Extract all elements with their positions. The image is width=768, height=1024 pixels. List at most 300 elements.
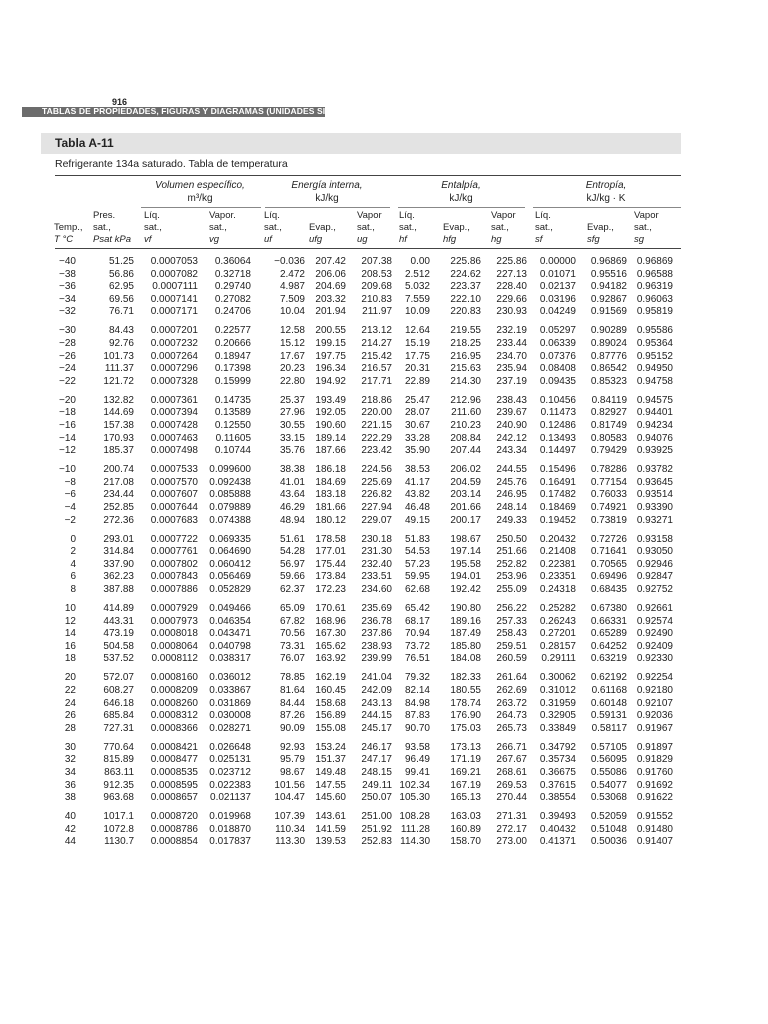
cell-ug: 250.07 xyxy=(361,792,392,804)
cell-hfg: 184.08 xyxy=(450,653,481,665)
cell-ufg: 141.59 xyxy=(315,823,346,835)
cell-vf: 0.0008535 xyxy=(150,767,198,778)
cell-sfg: 0.85323 xyxy=(590,375,627,387)
cell-ufg: 151.37 xyxy=(315,754,346,766)
cell-ufg: 165.62 xyxy=(315,640,346,652)
cell-ug: 248.15 xyxy=(361,767,392,778)
cell-ug: 237.86 xyxy=(361,628,392,640)
cell-hfg: 220.83 xyxy=(450,306,481,318)
cell-sfg: 0.55086 xyxy=(590,767,627,778)
cell-uf: 20.23 xyxy=(279,363,305,375)
cell-vg: 0.15999 xyxy=(214,375,251,387)
cell-ufg: 177.01 xyxy=(315,546,346,558)
cell-hfg: 178.74 xyxy=(450,697,481,709)
cell-vg: 0.030008 xyxy=(209,710,251,722)
cell-pres-sat: 185.37 xyxy=(103,445,134,457)
top-rule xyxy=(55,175,681,176)
cell-ufg: 153.24 xyxy=(315,741,346,753)
cell-ufg: 186.18 xyxy=(315,464,346,476)
cell-hf: 105.30 xyxy=(399,792,430,804)
cell-uf: 92.93 xyxy=(279,741,305,753)
cell-ug: 218.86 xyxy=(361,394,392,406)
cell-hfg: 197.14 xyxy=(450,546,481,558)
cell-vf: 0.0008366 xyxy=(150,722,198,734)
cell-hg: 272.17 xyxy=(496,823,527,835)
cell-ug: 245.17 xyxy=(361,722,392,734)
cell-uf: 98.67 xyxy=(279,767,305,778)
cell-vg: 0.019968 xyxy=(209,811,251,823)
cell-pres-sat: 387.88 xyxy=(103,584,134,595)
cell-sf: 0.07376 xyxy=(539,350,576,362)
group-enthalpy xyxy=(396,179,526,205)
cell-sfg: 0.78286 xyxy=(590,464,627,476)
cell-temp: −16 xyxy=(59,420,76,431)
cell-hg: 227.13 xyxy=(496,268,527,280)
cell-hf: 51.83 xyxy=(404,533,430,545)
cell-hg: 238.43 xyxy=(496,394,527,406)
cell-sf: 0.03196 xyxy=(539,293,576,305)
cell-vf: 0.0007929 xyxy=(150,603,198,614)
cell-temp: −8 xyxy=(64,476,76,488)
col-header-line xyxy=(54,210,83,222)
col-header-line: Líq. xyxy=(399,210,415,221)
cell-vg: 0.018870 xyxy=(209,823,251,835)
cell-uf: 87.26 xyxy=(279,710,305,722)
cell-hfg: 187.49 xyxy=(450,628,481,640)
cell-temp: 2 xyxy=(70,546,76,558)
cell-sfg: 0.68435 xyxy=(590,584,627,595)
cell-hfg: 194.01 xyxy=(450,571,481,583)
cell-temp: 16 xyxy=(64,640,76,652)
cell-vf: 0.0008657 xyxy=(150,792,198,804)
cell-sg: 0.96319 xyxy=(636,281,673,293)
cell-sg: 0.92946 xyxy=(636,558,673,570)
cell-sfg: 0.86542 xyxy=(590,363,627,375)
col-header-line: Líq. xyxy=(144,210,160,221)
cell-uf: 76.07 xyxy=(279,653,305,665)
cell-vg: 0.056469 xyxy=(209,571,251,583)
cell-hg: 240.90 xyxy=(496,420,527,431)
col-header-uf xyxy=(264,210,282,246)
cell-ufg: 200.55 xyxy=(315,325,346,337)
cell-uf: 35.76 xyxy=(279,445,305,457)
cell-sf: 0.39493 xyxy=(539,811,576,823)
cell-sfg: 0.57105 xyxy=(590,741,627,753)
group-specific-volume xyxy=(138,179,262,205)
cell-ufg: 156.89 xyxy=(315,710,346,722)
cell-vf: 0.0007394 xyxy=(150,407,198,419)
cell-vg: 0.026648 xyxy=(209,741,251,753)
cell-uf: 27.96 xyxy=(279,407,305,419)
cell-hf: 70.94 xyxy=(404,628,430,640)
cell-hg: 253.96 xyxy=(496,571,527,583)
col-header-hf xyxy=(399,210,417,246)
cell-hg: 237.19 xyxy=(496,375,527,387)
cell-sfg: 0.56095 xyxy=(590,754,627,766)
cell-temp: −20 xyxy=(59,394,76,406)
cell-hg: 259.51 xyxy=(496,640,527,652)
cell-vg: 0.064690 xyxy=(209,546,251,558)
cell-uf: 104.47 xyxy=(274,792,305,804)
cell-hf: 15.19 xyxy=(404,338,430,349)
cell-pres-sat: 272.36 xyxy=(103,514,134,526)
cell-temp: −4 xyxy=(64,502,76,513)
cell-ug: 251.00 xyxy=(361,811,392,823)
cell-sf: 0.16491 xyxy=(539,476,576,488)
cell-uf: 48.94 xyxy=(279,514,305,526)
cell-vg: 0.27082 xyxy=(214,293,251,305)
cell-hf: 41.17 xyxy=(404,476,430,488)
cell-ufg: 183.18 xyxy=(315,489,346,501)
cell-hf: 114.30 xyxy=(400,836,430,848)
col-header-line: sat., xyxy=(491,222,509,233)
cell-pres-sat: 443.31 xyxy=(103,615,134,627)
cell-sg: 0.95819 xyxy=(636,306,673,318)
cell-hf: 25.47 xyxy=(404,394,430,406)
cell-hg: 262.69 xyxy=(496,685,527,696)
group-unit: kJ/kg xyxy=(449,193,473,204)
cell-ug: 224.56 xyxy=(361,464,392,476)
cell-temp: 38 xyxy=(64,792,76,804)
cell-sfg: 0.81749 xyxy=(590,420,627,431)
cell-sf: 0.17482 xyxy=(539,489,576,501)
col-header-line: hf xyxy=(399,234,407,245)
cell-pres-sat: 144.69 xyxy=(103,407,134,419)
cell-temp: 18 xyxy=(64,653,76,665)
cell-temp: −28 xyxy=(59,338,76,349)
cell-vf: 0.0007082 xyxy=(150,268,198,280)
col-header-line xyxy=(443,210,470,222)
cell-uf: 2.472 xyxy=(279,268,305,280)
cell-sf: 0.40432 xyxy=(539,823,576,835)
group-unit: m³/kg xyxy=(187,193,213,204)
cell-ufg: 149.48 xyxy=(315,767,346,778)
col-header-line: Vapor xyxy=(357,210,382,221)
cell-hf: 49.15 xyxy=(404,514,430,526)
cell-pres-sat: 51.25 xyxy=(108,256,134,267)
cell-vf: 0.0007141 xyxy=(150,293,198,305)
cell-uf: 12.58 xyxy=(279,325,305,337)
cell-sf: 0.34792 xyxy=(539,741,576,753)
cell-sg: 0.92847 xyxy=(636,571,673,583)
cell-vg: 0.12550 xyxy=(214,420,251,431)
cell-hfg: 204.59 xyxy=(450,476,481,488)
group-internal-energy xyxy=(263,179,391,205)
cell-hf: 82.14 xyxy=(404,685,430,696)
cell-sf: 0.02137 xyxy=(539,281,576,293)
cell-sg: 0.96588 xyxy=(636,268,673,280)
cell-hf: 79.32 xyxy=(404,672,430,684)
cell-ufg: 175.44 xyxy=(315,558,346,570)
cell-vf: 0.0008786 xyxy=(150,823,198,835)
cell-temp: −22 xyxy=(59,375,76,387)
cell-sf: 0.37615 xyxy=(539,779,576,791)
cell-sf: 0.19452 xyxy=(539,514,576,526)
cell-pres-sat: 62.95 xyxy=(108,281,134,293)
cell-pres-sat: 473.19 xyxy=(103,628,134,640)
cell-ufg: 143.61 xyxy=(315,811,346,823)
cell-temp: −40 xyxy=(59,256,76,267)
col-header-line: Evap., xyxy=(309,222,336,233)
cell-sg: 0.94076 xyxy=(636,432,673,444)
cell-sfg: 0.50036 xyxy=(590,836,627,848)
cell-ug: 238.93 xyxy=(361,640,392,652)
cell-sg: 0.92107 xyxy=(636,697,673,709)
cell-vf: 0.0007264 xyxy=(150,350,198,362)
cell-hg: 243.34 xyxy=(496,445,527,457)
section-bar xyxy=(22,106,329,117)
cell-vf: 0.0007428 xyxy=(150,420,198,431)
cell-ug: 220.00 xyxy=(361,407,392,419)
cell-sfg: 0.69496 xyxy=(590,571,627,583)
cell-temp: −6 xyxy=(64,489,76,501)
cell-sg: 0.94234 xyxy=(636,420,673,431)
cell-temp: 36 xyxy=(64,779,76,791)
cell-hfg: 165.13 xyxy=(450,792,481,804)
col-header-line: sat., xyxy=(535,222,553,233)
cell-vg: 0.043471 xyxy=(209,628,251,640)
cell-ufg: 168.96 xyxy=(315,615,346,627)
cell-hf: 87.83 xyxy=(404,710,430,722)
col-header-line: sg xyxy=(634,234,645,245)
cell-sfg: 0.58117 xyxy=(591,722,627,734)
cell-sg: 0.92180 xyxy=(636,685,673,696)
cell-hg: 261.64 xyxy=(496,672,527,684)
cell-sfg: 0.72726 xyxy=(590,533,627,545)
cell-ug: 222.29 xyxy=(361,432,392,444)
cell-sf: 0.31012 xyxy=(539,685,576,696)
cell-hf: 35.90 xyxy=(404,445,430,457)
cell-pres-sat: 1130.7 xyxy=(104,836,134,848)
cell-vg: 0.14735 xyxy=(214,394,251,406)
cell-hf: 62.68 xyxy=(404,584,430,595)
cell-pres-sat: 84.43 xyxy=(108,325,134,337)
col-header-sfg xyxy=(587,210,614,246)
cell-sf: 0.27201 xyxy=(539,628,576,640)
cell-ufg: 172.23 xyxy=(315,584,346,595)
cell-sf: 0.08408 xyxy=(539,363,576,375)
cell-sf: 0.25282 xyxy=(539,603,576,614)
cell-ufg: 145.60 xyxy=(315,792,346,804)
col-header-line: ufg xyxy=(309,234,323,245)
cell-vg: 0.074388 xyxy=(209,514,251,526)
col-header-sg xyxy=(634,210,659,246)
cell-hg: 273.00 xyxy=(496,836,527,848)
cell-hfg: 189.16 xyxy=(450,615,481,627)
cell-ug: 246.17 xyxy=(361,741,392,753)
cell-hg: 255.09 xyxy=(496,584,527,595)
cell-sg: 0.94575 xyxy=(636,394,673,406)
cell-ufg: 201.94 xyxy=(315,306,346,318)
cell-ufg: 204.69 xyxy=(315,281,346,293)
col-header-hfg xyxy=(443,210,470,246)
cell-hfg: 200.17 xyxy=(450,514,481,526)
cell-ufg: 158.68 xyxy=(315,697,346,709)
cell-sf: 0.29111 xyxy=(541,653,576,665)
cell-ug: 209.68 xyxy=(361,281,392,293)
cell-pres-sat: 132.82 xyxy=(103,394,134,406)
cell-vf: 0.0007111 xyxy=(152,281,198,293)
cell-ufg: 203.32 xyxy=(315,293,346,305)
cell-vg: 0.18947 xyxy=(214,350,251,362)
cell-uf: 101.56 xyxy=(274,779,305,791)
cell-temp: −2 xyxy=(64,514,76,526)
cell-vf: 0.0008064 xyxy=(150,640,198,652)
cell-hfg: 201.66 xyxy=(450,502,481,513)
cell-pres-sat: 727.31 xyxy=(103,722,134,734)
cell-hg: 244.55 xyxy=(496,464,527,476)
cell-vg: 0.10744 xyxy=(214,445,251,457)
cell-hfg: 182.33 xyxy=(450,672,481,684)
cell-ufg: 197.75 xyxy=(315,350,346,362)
cell-hf: 7.559 xyxy=(404,293,430,305)
col-header-line: vg xyxy=(209,234,220,245)
cell-uf: 62.37 xyxy=(279,584,305,595)
cell-pres-sat: 121.72 xyxy=(103,375,134,387)
cell-ufg: 199.15 xyxy=(315,338,346,349)
header-rule xyxy=(55,248,681,249)
cell-sg: 0.93390 xyxy=(636,502,673,513)
cell-ug: 244.15 xyxy=(361,710,392,722)
col-header-line: Vapor. xyxy=(209,210,236,221)
cell-hfg: 169.21 xyxy=(450,767,481,778)
cell-temp: −36 xyxy=(59,281,76,293)
group-unit: kJ/kg · K xyxy=(586,193,626,204)
group-rule xyxy=(398,207,525,208)
cell-temp: 22 xyxy=(64,685,76,696)
cell-ug: 223.42 xyxy=(361,445,392,457)
cell-sfg: 0.90289 xyxy=(590,325,627,337)
cell-temp: 10 xyxy=(64,603,76,614)
cell-hfg: 203.14 xyxy=(450,489,481,501)
cell-sf: 0.26243 xyxy=(539,615,576,627)
cell-ug: 225.69 xyxy=(361,476,392,488)
cell-ufg: 147.55 xyxy=(315,779,346,791)
cell-temp: 6 xyxy=(70,571,76,583)
cell-pres-sat: 101.73 xyxy=(103,350,134,362)
cell-vg: 0.085888 xyxy=(209,489,251,501)
cell-pres-sat: 504.58 xyxy=(103,640,134,652)
cell-pres-sat: 963.68 xyxy=(103,792,134,804)
cell-ug: 243.13 xyxy=(361,697,392,709)
cell-temp: 40 xyxy=(64,811,76,823)
cell-ufg: 194.92 xyxy=(315,375,346,387)
col-header-line: hfg xyxy=(443,234,457,245)
cell-sg: 0.91967 xyxy=(636,722,673,734)
cell-vf: 0.0007296 xyxy=(150,363,198,375)
cell-ufg: 167.30 xyxy=(315,628,346,640)
col-header-line: ug xyxy=(357,234,368,245)
cell-ug: 213.12 xyxy=(361,325,392,337)
cell-pres-sat: 1072.8 xyxy=(103,823,134,835)
cell-ug: 217.71 xyxy=(361,375,392,387)
cell-vf: 0.0007533 xyxy=(150,464,198,476)
cell-temp: 8 xyxy=(70,584,76,595)
cell-pres-sat: 646.18 xyxy=(103,697,134,709)
cell-temp: −38 xyxy=(59,268,76,280)
col-header-line: sf xyxy=(535,234,543,245)
col-header-ufg xyxy=(309,210,336,246)
cell-temp: −24 xyxy=(59,363,76,375)
col-header-line: sat., xyxy=(634,222,652,233)
cell-hf: 108.28 xyxy=(399,811,430,823)
cell-hfg: 222.10 xyxy=(450,293,481,305)
cell-ug: 208.53 xyxy=(361,268,392,280)
cell-sfg: 0.63219 xyxy=(590,653,627,665)
cell-temp: −10 xyxy=(59,464,76,476)
cell-sg: 0.93271 xyxy=(636,514,673,526)
cell-sf: 0.11473 xyxy=(540,407,576,419)
cell-sfg: 0.65289 xyxy=(590,628,627,640)
col-header-line: Vapor xyxy=(634,210,659,221)
cell-pres-sat: 252.85 xyxy=(103,502,134,513)
cell-temp: 4 xyxy=(70,558,76,570)
cell-sfg: 0.79429 xyxy=(590,445,627,457)
cell-vg: 0.29740 xyxy=(214,281,251,293)
table-title-box xyxy=(41,133,681,154)
cell-uf: 65.09 xyxy=(279,603,305,614)
cell-sfg: 0.54077 xyxy=(590,779,627,791)
cell-sfg: 0.77154 xyxy=(590,476,627,488)
cell-temp: 26 xyxy=(64,710,76,722)
cell-uf: 43.64 xyxy=(279,489,305,501)
cell-vg: 0.092438 xyxy=(209,476,251,488)
cell-vg: 0.052829 xyxy=(209,584,251,595)
cell-hfg: 192.42 xyxy=(450,584,481,595)
cell-hg: 266.71 xyxy=(496,741,527,753)
cell-vf: 0.0007644 xyxy=(150,502,198,513)
page-number: 916 xyxy=(112,97,128,107)
cell-uf: 38.38 xyxy=(279,464,305,476)
cell-ug: 247.17 xyxy=(361,754,392,766)
cell-sfg: 0.53068 xyxy=(590,792,627,804)
cell-hfg: 219.55 xyxy=(450,325,481,337)
cell-hfg: 176.90 xyxy=(450,710,481,722)
cell-vg: 0.22577 xyxy=(214,325,251,337)
cell-vf: 0.0008312 xyxy=(150,710,198,722)
cell-hg: 267.67 xyxy=(496,754,527,766)
cell-hf: 38.53 xyxy=(404,464,430,476)
cell-hg: 251.66 xyxy=(496,546,527,558)
cell-temp: −30 xyxy=(59,325,76,337)
group-rule xyxy=(265,207,390,208)
cell-ug: 211.97 xyxy=(362,306,392,318)
cell-hf: 68.17 xyxy=(404,615,430,627)
cell-hf: 57.23 xyxy=(404,558,430,570)
cell-vf: 0.0007328 xyxy=(150,375,198,387)
cell-hfg: 190.80 xyxy=(450,603,481,614)
cell-vg: 0.031869 xyxy=(209,697,251,709)
cell-sg: 0.93925 xyxy=(636,445,673,457)
cell-vg: 0.028271 xyxy=(209,722,251,734)
cell-hfg: 214.30 xyxy=(450,375,481,387)
cell-vf: 0.0007722 xyxy=(150,533,198,545)
cell-hg: 232.19 xyxy=(496,325,527,337)
cell-hg: 269.53 xyxy=(496,779,527,791)
cell-hfg: 185.80 xyxy=(450,640,481,652)
cell-hfg: 225.86 xyxy=(450,256,481,267)
col-header-line: Evap., xyxy=(587,222,614,233)
cell-ug: 239.99 xyxy=(361,653,392,665)
cell-hg: 252.82 xyxy=(496,558,527,570)
cell-vg: 0.036012 xyxy=(209,672,251,684)
cell-sfg: 0.60148 xyxy=(590,697,627,709)
cell-pres-sat: 69.56 xyxy=(108,293,134,305)
cell-sg: 0.91622 xyxy=(636,792,673,804)
cell-hg: 263.72 xyxy=(496,697,527,709)
cell-uf: 113.30 xyxy=(275,836,305,848)
cell-sfg: 0.71641 xyxy=(590,546,627,558)
